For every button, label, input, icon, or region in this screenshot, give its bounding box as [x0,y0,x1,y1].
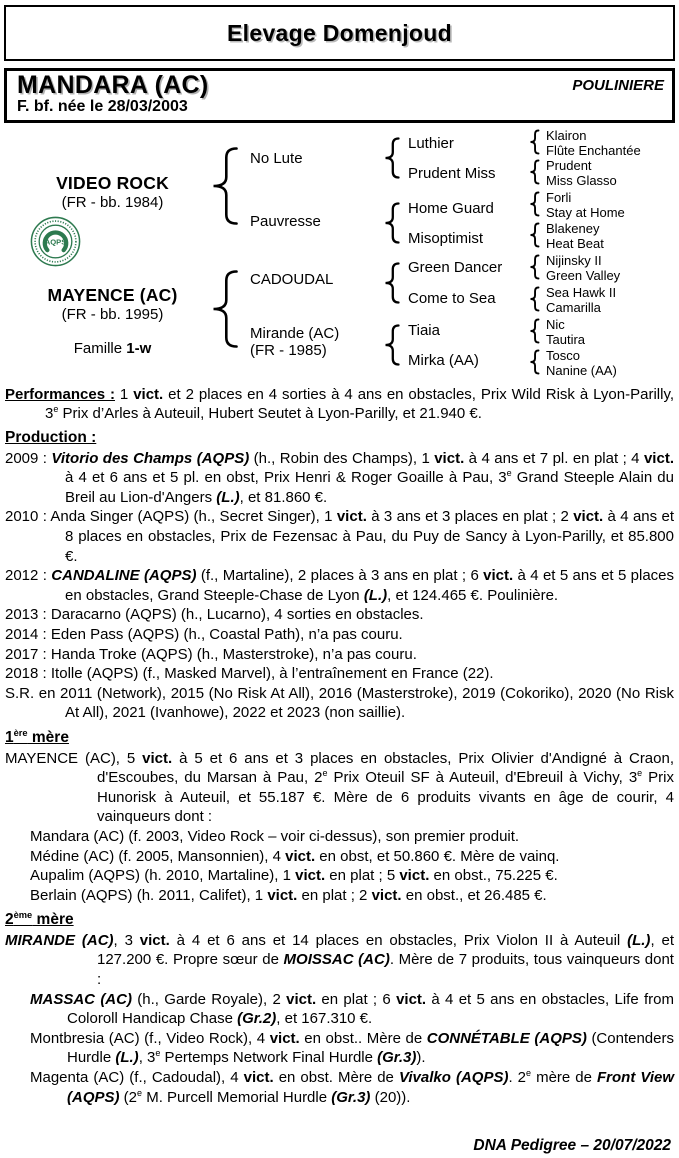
gen3-horse-home-guard: Home Guard [408,199,494,217]
pedigree-brace-icon [384,202,400,244]
pedigree-brace-icon [384,262,400,304]
pedigree-brace-icon [529,286,540,312]
first-dam-foal-medine: Médine (AC) (f. 2005, Mansonnien), 4 vict. en obst, et 50.860 €. Mère de vainq. [30,847,560,865]
second-dam-foal-montbresia: Montbresia (AC) (f., Video Rock), 4 vict. en obst.. Mère de CONNÉTABLE (AQPS) (Contenders Hurdle (L.), 3e Pertemps Network Final Hurdle (Gr.3)). [30,1029,674,1067]
pedigree-chart [0,125,679,383]
gen3-horse-tiaia: Tiaia [408,321,440,339]
credit-line: DNA Pedigree – 20/07/2022 [473,1137,671,1154]
production-year: 2009 : [5,449,47,467]
gen3-horse-mirka: Mirka (AA) [408,351,479,369]
sire-origin: (FR - bb. 1984) [61,193,164,211]
pedigree-brace-icon [529,129,540,155]
pedigree-brace-icon [529,191,540,217]
family-number: 1-w [126,339,152,357]
gen4-pair-5 [546,285,616,315]
production-sr-line: S.R. en 2011 (Network), 2015 (No Risk At All), 2016 (Masterstroke), 2019 (Cokoriko), 2020 (No Risk At All), 2021 (Ivanhowe), 2022 et 2023 (non saillie). [5,684,674,722]
gen4-horse: Klairon [546,127,587,143]
production-year: 2012 : [5,567,47,585]
family-label: Famille [73,339,123,357]
gen3-horse-misoptimist: Misoptimist [408,229,484,247]
gen4-pair-0 [546,128,641,158]
production-text: Vitorio des Champs (AQPS) (h., Robin des Champs), 1 vict. à 4 ans et 7 pl. en plat ; 4 vict. à 4 et 6 ans et 5 pl. en obst, Prix Henri & Roger Goaille à Pau, 3e Grand Steeple Alain du Breil au Lion-d'Angers (L.), et 81.860 €. [51,449,674,506]
gen4-horse: Blakeney [546,220,600,236]
gen4-horse: Tautira [546,331,586,347]
sire-name: VIDEO ROCK [56,172,169,193]
production-text: Eden Pass (AQPS) (h., Coastal Path), n’a pas couru. [50,625,403,643]
farm-name: Elevage Domenjoud [227,19,452,46]
first-dam-foal-aupalim: Aupalim (AQPS) (h. 2010, Martaline), 1 vict. en plat ; 5 vict. en obst., 75.225 €. [30,867,558,885]
gen4-horse: Tosco [546,347,580,363]
dam-origin: (FR - bb. 1995) [61,305,164,323]
gen4-pair-2 [546,190,625,220]
production-entry-2017 [5,645,674,665]
production-entry-2010 [5,507,674,566]
gen4-horse: Sea Hawk II [546,284,617,300]
gen4-horse: Nanine (AA) [546,362,617,378]
document-body [5,385,674,1107]
gen4-horse: Green Valley [546,267,621,283]
gen4-pair-7 [546,348,617,378]
farm-header-box [4,5,675,61]
production-entry-2018 [5,664,674,684]
gen4-horse: Camarilla [546,299,601,315]
gen2-horse-no-lute: No Lute [250,149,303,167]
gen4-horse: Flûte Enchantée [546,142,641,158]
gen3-horse-come-to-sea: Come to Sea [408,289,496,307]
pedigree-brace-icon [212,147,238,225]
gen4-horse: Miss Glasso [546,172,617,188]
pedigree-brace-icon [384,324,400,366]
pedigree-brace-icon [529,318,540,344]
gen4-pair-4 [546,253,620,283]
family-line [15,340,210,357]
second-dam-foal-magenta: Magenta (AC) (f., Cadoudal), 4 vict. en obst. Mère de Vivalko (AQPS). 2e mère de Front View (AQPS) (2e M. Purcell Memorial Hurdle (Gr.3) (20)). [30,1068,675,1106]
performances-text: 1 vict. et 2 places en 4 sorties à 4 ans en obstacles, Prix Wild Risk à Lyon-Parilly, 3e Prix d’Arles à Auteuil, Hubert Seutet à Lyon-Parilly, et 21.940 €. [45,385,674,423]
gen4-pair-1 [546,158,617,188]
production-text: Handa Troke (AQPS) (h., Masterstroke), n’a pas couru. [50,645,417,663]
gen4-pair-3 [546,221,604,251]
gen4-horse: Nic [546,316,565,332]
gen3-horse-luthier: Luthier [408,134,454,152]
production-year: 2018 : [5,665,47,683]
production-year: 2010 : [5,508,47,526]
gen4-pair-6 [546,317,585,347]
gen4-horse: Prudent [546,157,592,173]
dam-name: MAYENCE (AC) [47,284,178,305]
subject-header-box [4,68,675,123]
first-dam-foal-mandara: Mandara (AC) (f. 2003, Video Rock – voir ci-dessus), son premier produit. [30,827,520,845]
production-year: 2013 : [5,606,47,624]
first-dam-paragraph: MAYENCE (AC), 5 vict. à 5 et 6 ans et 3 places en obstacles, Prix Olivier d'Andigné à Craon, d'Escoubes, du Marsan à Pau, 2e Prix Oteuil SF à Auteuil, d'Ebreuil à Vichy, 3e Prix Hunorisk à Auteuil, et 55.187 €. Mère de 6 produits vivants en âge de courir, 4 vainqueurs dont : [5,749,675,826]
subject-identity [17,72,209,116]
aqps-logo [30,216,81,272]
gen4-horse: Stay at Home [546,204,625,220]
gen3-horse-prudent-miss: Prudent Miss [408,164,496,182]
pedigree-brace-icon [529,222,540,248]
gen2-mirande-name: Mirande (AC) [250,324,340,342]
aqps-logo-text: AQPS [44,237,67,247]
production-entry-2013 [5,605,674,625]
pedigree-brace-icon [529,159,540,185]
pedigree-brace-icon [529,254,540,280]
second-dam-paragraph: MIRANDE (AC), 3 vict. à 4 et 6 ans et 14 places en obstacles, Prix Violon II à Auteuil (L.), et 127.200 €. Propre sœur de MOISSAC (AC). Mère de 7 produits, tous vainqueurs dont : [5,931,674,989]
second-dam-foal-massac: MASSAC (AC) (h., Garde Royale), 2 vict. en plat ; 6 vict. à 4 et 5 ans en obstacles, Life from Coloroll Handicap Chase (Gr.2), et 167.310 €. [30,990,675,1028]
pedigree-brace-icon [212,270,238,348]
performances-paragraph [5,385,674,424]
production-year: 2014 : [5,625,47,643]
pedigree-brace-icon [529,349,540,375]
gen2-mirande-origin: (FR - 1985) [250,341,327,359]
gen4-horse: Heat Beat [546,235,604,251]
production-entry-2014 [5,625,674,645]
subject-role: POULINIERE [572,77,664,94]
gen4-horse: Forli [546,189,572,205]
gen2-horse-cadoudal: CADOUDAL [250,270,334,288]
second-dam-heading: 2ème mère [5,910,74,929]
first-dam-foal-berlain: Berlain (AQPS) (h. 2011, Califet), 1 vict. en plat ; 2 vict. en obst., et 26.485 €. [30,886,547,904]
production-text: Daracarno (AQPS) (h., Lucarno), 4 sorties en obstacles. [50,606,424,624]
production-entry-2009 [5,449,674,508]
first-dam-heading: 1ère mère [5,727,69,746]
production-heading: Production : [5,429,97,447]
production-text: Itolle (AQPS) (f., Masked Marvel), à l’entraînement en France (22). [50,665,494,683]
production-year: 2017 : [5,645,47,663]
production-entry-2012 [5,566,674,605]
gen2-horse-pauvresse: Pauvresse [250,212,321,230]
performances-heading: Performances : [5,385,115,403]
gen3-horse-green-dancer: Green Dancer [408,258,503,276]
gen2-horse-mirande [250,325,339,359]
pedigree-brace-icon [384,137,400,179]
gen4-horse: Nijinsky II [546,252,602,268]
subject-birth: F. bf. née le 28/03/2003 [17,98,188,116]
subject-name: MANDARA (AC) [17,71,209,99]
production-text: Anda Singer (AQPS) (h., Secret Singer), 1 vict. à 3 ans et 3 places en plat ; 2 vict. à 4 ans et 8 places en obstacles, Prix de Fezensac à Pau, du Puy de Sancy à Lyon-Parilly, et 85.800 €. [50,508,674,565]
production-text: CANDALINE (AQPS) (f., Martaline), 2 places à 3 ans en plat ; 6 vict. à 4 et 5 ans et 5 places en obstacles, Grand Steeple-Chase de Lyon (L.), et 124.465 €. Poulinière. [51,567,675,604]
